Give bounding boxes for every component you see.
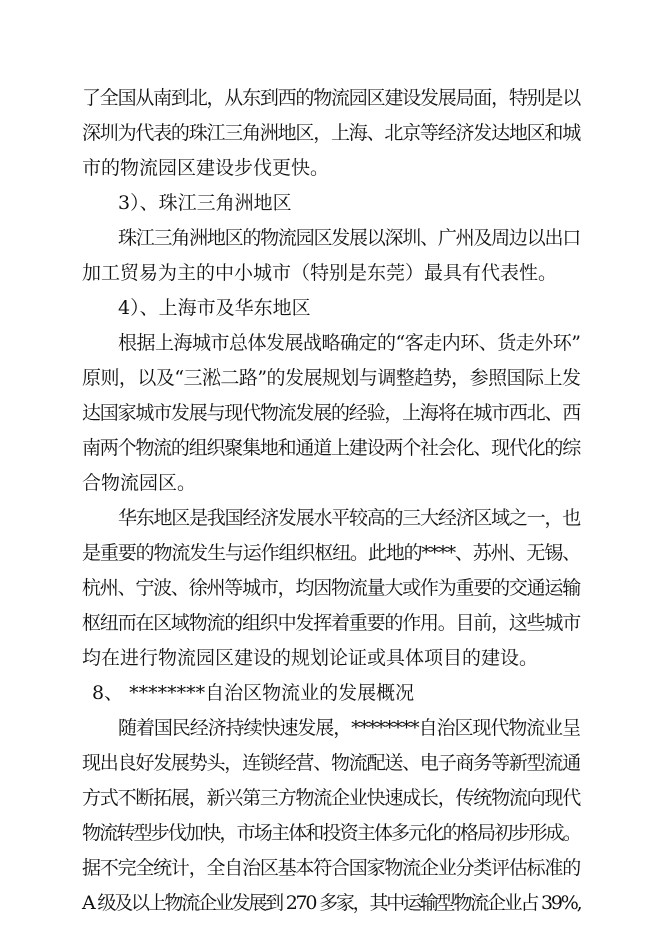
text-line: A 级及以上物流企业发展到 270 多家，其中运输型物流企业占 39%, (82, 892, 581, 914)
section-heading: 4）、上海市及华东地区 (118, 297, 311, 319)
text-line: 杭州、宁波、徐州等城市，均因物流量大或作为重要的交通运输 (82, 577, 581, 599)
text-line: 是重要的物流发生与运作组织枢纽。此地的****、苏州、无锡、 (82, 542, 581, 564)
text-line: 根据上海城市总体发展战略确定的“客走内环、货走外环” (118, 332, 581, 354)
text-line: 原则，以及“三淞二路”的发展规划与调整趋势，参照国际上发 (82, 367, 581, 389)
text-line: 枢纽而在区域物流的组织中发挥着重要的作用。目前，这些城市 (82, 612, 581, 634)
text-line: 随着国民经济持续快速发展，********自治区现代物流业呈 (118, 717, 581, 739)
text-line: 均在进行物流园区建设的规划论证或具体项目的建设。 (82, 647, 539, 669)
section-heading: 3）、珠江三角洲地区 (118, 192, 292, 214)
text-line: 市的物流园区建设步伐更快。 (82, 157, 330, 179)
text-line: 方式不断拓展，新兴第三方物流企业快速成长，传统物流向现代 (82, 787, 581, 809)
section-heading: 8、 ********自治区物流业的发展概况 (92, 682, 415, 704)
text-line: 深圳为代表的珠江三角洲地区，上海、北京等经济发达地区和城 (82, 122, 581, 144)
text-line: 合物流园区。 (82, 472, 197, 494)
text-line: 南两个物流的组织聚集地和通道上建设两个社会化、现代化的综 (82, 437, 581, 459)
text-line: 了全国从南到北，从东到西的物流园区建设发展局面，特别是以 (82, 87, 581, 109)
text-line: 加工贸易为主的中小城市（特别是东莞）最具有代表性。 (82, 262, 558, 284)
text-line: 据不完全统计，全自治区基本符合国家物流企业分类评估标准的 (82, 857, 581, 879)
text-line: 物流转型步伐加快，市场主体和投资主体多元化的格局初步形成。 (82, 822, 581, 844)
text-line: 珠江三角洲地区的物流园区发展以深圳、广州及周边以出口 (118, 227, 581, 249)
text-line: 现出良好发展势头，连锁经营、物流配送、电子商务等新型流通 (82, 752, 581, 774)
text-line: 华东地区是我国经济发展水平较高的三大经济区域之一，也 (118, 507, 581, 529)
text-line: 达国家城市发展与现代物流发展的经验，上海将在城市西北、西 (82, 402, 581, 424)
